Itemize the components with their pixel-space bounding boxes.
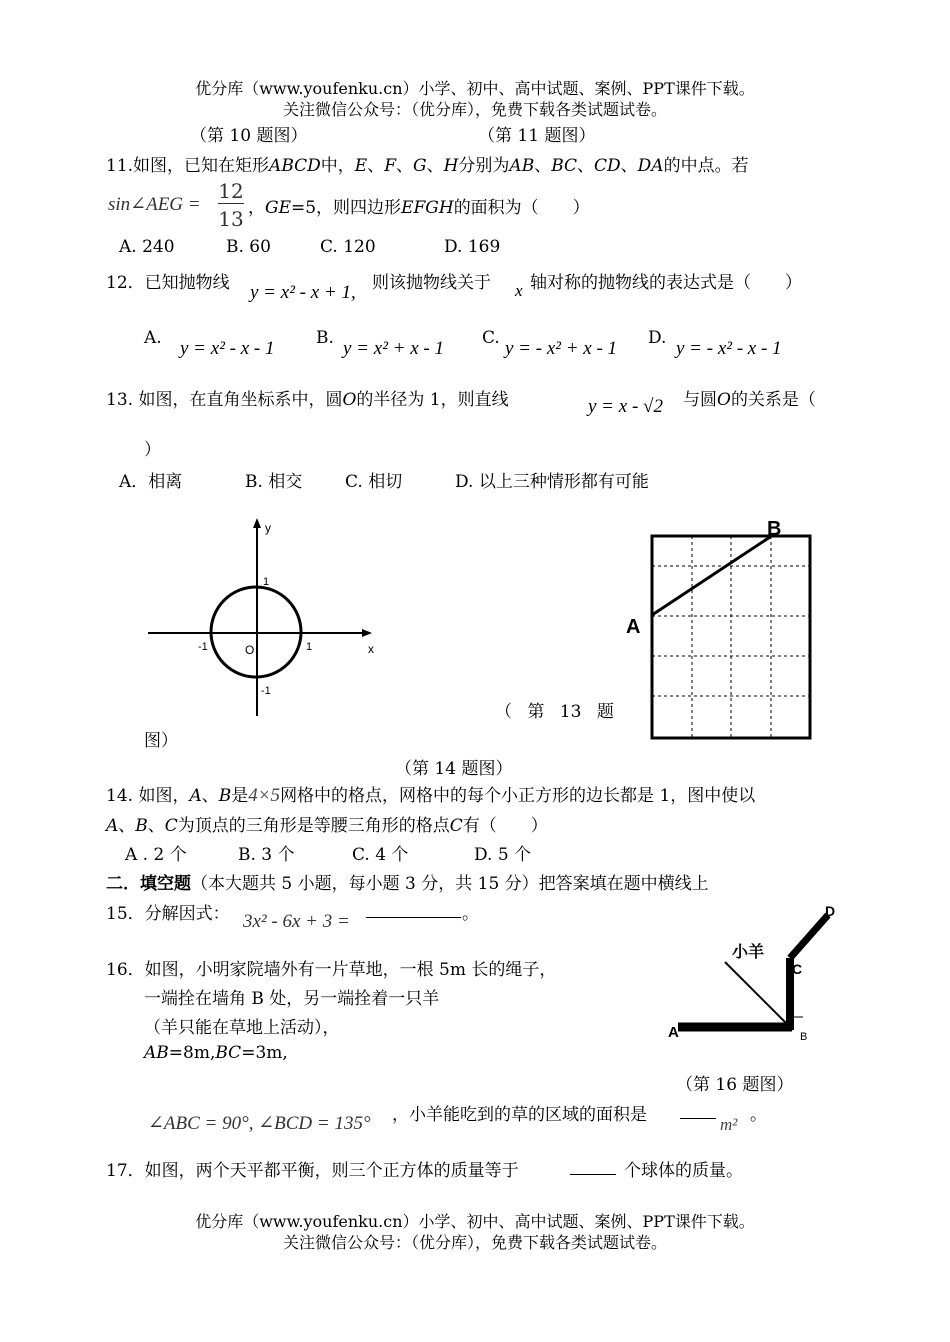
caption-fig16: （第 16 题图） — [676, 1075, 794, 1095]
fig14-segment-ab — [652, 535, 773, 615]
fig16-rope — [725, 962, 788, 1025]
q16-line-3: （羊只能在草地上活动）， — [144, 1018, 340, 1038]
q13-line-1: 13. 如图，在直角坐标系中，圆O的半径为 1，则直线 — [106, 390, 509, 410]
fig13-tick-neg-x: -1 — [198, 641, 208, 653]
q14-line-1: 14. 如图，A、B是4×5网格中的格点，网格中的每个小正方形的边长都是 1，图中使以 — [106, 785, 756, 806]
q12-text-b: 则该抛物线关于 — [372, 273, 491, 293]
q12-formula-b: y = x² + x - 1 — [343, 338, 444, 359]
fig13-x-label: x — [368, 642, 374, 656]
q12-text-a: 12．已知抛物线 — [106, 273, 230, 293]
q14-option-d: D. 5 个 — [474, 845, 532, 865]
footer-line-1: 优分库（www.youfenku.cn）小学、初中、高中试题、案例、PPT课件下载。 — [195, 1212, 755, 1231]
q12-x: x — [515, 281, 523, 300]
q14-option-a: A . 2 个 — [125, 845, 187, 865]
q12-formula-a: y = x² - x - 1 — [180, 338, 275, 359]
q16-line-1: 16．如图，小明家院墙外有一片草地，一根 5m 长的绳子， — [106, 960, 557, 980]
q12-label-c: C. — [482, 328, 500, 348]
q16-text-a: ，小羊能吃到的草的区域的面积是 — [392, 1105, 647, 1125]
q12-formula-c: y = - x² + x - 1 — [505, 338, 618, 359]
q11-fraction-denominator: 13 — [218, 207, 244, 231]
q17-text-b: 个球体的质量。 — [624, 1161, 743, 1181]
q11-option-c: C. 120 — [320, 237, 376, 257]
fig16-label-b: B — [800, 1031, 808, 1043]
fig13-y-arrow — [253, 518, 261, 528]
fig13-y-label: y — [265, 521, 271, 535]
q11-option-a: A. 240 — [119, 237, 175, 257]
fig13-origin-label: O — [245, 643, 255, 657]
caption-fig13-part2: 图） — [144, 731, 178, 751]
q15-answer-blank[interactable] — [366, 899, 461, 918]
q13-option-b: B. 相交 — [245, 472, 303, 492]
q15-end: 。 — [462, 904, 479, 924]
q12-text-c: 轴对称的抛物线的表达式是（ ） — [530, 273, 802, 293]
caption-fig13-part1: （ 第 13 题 — [495, 702, 614, 722]
q14-option-b: B. 3 个 — [238, 845, 295, 865]
q15-text: 15．分解因式： — [106, 904, 230, 924]
q13-option-d: D. 以上三种情形都有可能 — [455, 472, 649, 492]
q16-angle-formula: ∠ABC = 90°, ∠BCD = 135° — [148, 1113, 371, 1134]
header-line-2: 关注微信公众号：（优分库），免费下载各类试题试卷。 — [282, 100, 667, 119]
caption-fig14: （第 14 题图） — [395, 759, 513, 779]
q12-label-d: D. — [648, 328, 667, 348]
fig13-coordinate-diagram — [140, 512, 385, 724]
q17-text-a: 17．如图，两个天平都平衡，则三个正方体的质量等于 — [106, 1161, 519, 1181]
fig14-grid-diagram — [622, 515, 817, 743]
q11-sin-expression: sin∠AEG = — [108, 194, 201, 215]
fig14-point-b-label: B — [767, 518, 782, 540]
fig13-x-arrow — [362, 629, 372, 637]
fig14-grid-lines — [652, 536, 810, 738]
fig16-label-a: A — [668, 1024, 679, 1041]
fig16-sheep-label: 小羊 — [732, 944, 765, 961]
fig16-label-d: D — [825, 903, 836, 919]
header-line-1: 优分库（www.youfenku.cn）小学、初中、高中试题、案例、PPT课件下载。 — [195, 79, 755, 98]
q16-answer-blank[interactable] — [680, 1100, 716, 1119]
q11-line-2: ，GE=5，则四边形EFGH的面积为（ ） — [248, 198, 590, 218]
q12-formula-d: y = - x² - x - 1 — [676, 338, 782, 359]
q14-line-2: A、B、C为顶点的三角形是等腰三角形的格点C有（ ） — [106, 816, 548, 836]
footer-line-2: 关注微信公众号：（优分库），免费下载各类试题试卷。 — [282, 1233, 667, 1252]
q11-line-1: 11.如图，已知在矩形ABCD中，E、F、G、H分别为AB、BC、CD、DA的中点。若 — [106, 156, 749, 176]
q13-formula: y = x - √2 — [588, 396, 663, 417]
q11-option-d: D. 169 — [444, 237, 501, 257]
caption-fig10: （第 10 题图） — [190, 126, 308, 146]
q12-label-b: B. — [316, 328, 334, 348]
fig16-label-c: C — [792, 961, 803, 977]
q11-fraction-numerator: 12 — [218, 179, 244, 203]
q11-option-b: B. 60 — [226, 237, 271, 257]
q13-close-paren: ） — [144, 440, 161, 460]
fig16-wall-cd — [790, 915, 828, 958]
q16-unit: m² — [720, 1115, 738, 1134]
q16-line-2: 一端拴在墙角 B 处，另一端拴着一只羊 — [144, 989, 440, 1009]
fig13-tick-pos-x: 1 — [306, 641, 313, 653]
q13-option-a: A．相离 — [119, 472, 183, 492]
q12-label-a: A. — [144, 328, 162, 348]
fig14-point-a-label: A — [626, 616, 641, 638]
q17-answer-blank[interactable] — [570, 1156, 616, 1175]
fig16-diagram — [660, 890, 850, 1050]
caption-fig11: （第 11 题图） — [478, 126, 596, 146]
fig13-tick-neg-y: -1 — [261, 685, 271, 697]
q14-option-c: C. 4 个 — [352, 845, 409, 865]
q16-line-4: AB=8m,BC=3m, — [144, 1043, 288, 1063]
fig13-tick-pos-y: 1 — [263, 576, 270, 588]
q13-line-1-end: 与圆O的关系是（ — [683, 390, 816, 410]
q13-option-c: C. 相切 — [345, 472, 403, 492]
q12-formula: y = x² - x + 1, — [250, 282, 356, 303]
q16-end: 。 — [750, 1105, 767, 1125]
section2-heading: 二．填空题（本大题共 5 小题，每小题 3 分，共 15 分）把答案填在题中横线上 — [106, 874, 709, 894]
q15-formula: 3x² - 6x + 3 = — [243, 911, 350, 932]
